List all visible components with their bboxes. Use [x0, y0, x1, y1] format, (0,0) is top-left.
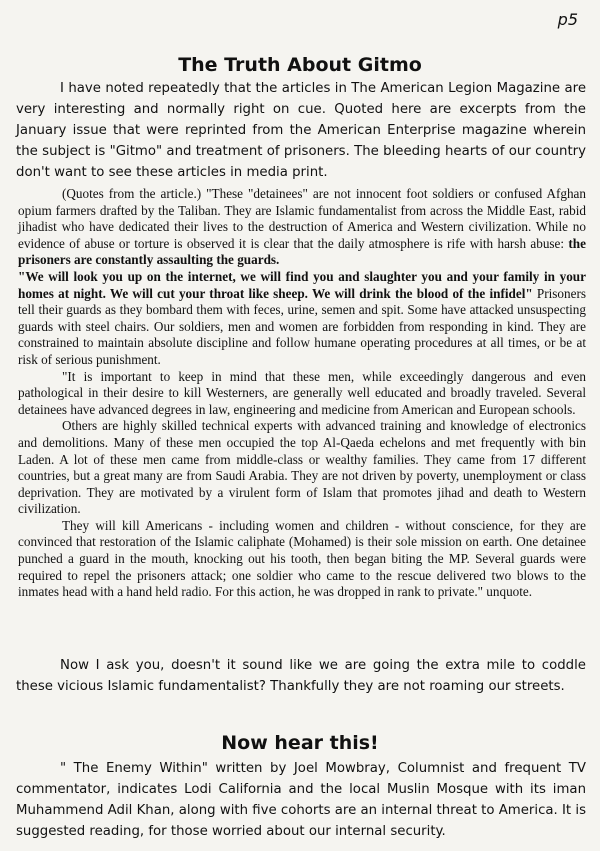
- quote-text: (Quotes from the article.) "These "detainees" are not innocent foot soldiers or confused Afghan opium farmers drafted by the Taliban. They are Islamic fundamentalist from across the Middle East, rabid jihadist who have dedicated their lives to the destruction of America and Western civilization. While no evidence of abuse or torture is observed it is clear that the daily atmosphere is rife with harsh abuse:: [18, 186, 586, 251]
- quote-paragraph-2: [18, 269, 586, 369]
- quote-bold-text: the prisoners are constantly assaulting the guards.: [18, 235, 586, 268]
- quote-paragraph-1: [18, 186, 586, 269]
- quote-text: Prisoners tell their guards as they bombard them with feces, urine, semen and spit. Some have attacked unsuspecting guards with steel chairs. Our soldiers, men and women are forbidden from responding in kind. They are constrained to maintain absolute discipline and follow humane operating procedures at all times, or be at risk of serious punishment.: [18, 285, 586, 367]
- section-title: Now hear this!: [221, 732, 379, 754]
- quote-bold-text: "We will look you up on the internet, we will find you and slaughter you and your family in your homes at night. We will cut your throat like sheep. We will drink the blood of the infidel": [18, 268, 586, 301]
- article-title: The Truth About Gitmo: [178, 54, 422, 76]
- quote-paragraph-5: They will kill Americans - including women and children - without conscience, for they are convinced that restoration of the Islamic caliphate (Mohamed) is their sole mission on earth. One detainee punched a guard in the mouth, knocking out his tooth, then began biting the MP. Several guards were required to repel the prisoners attack; one soldier who came to the rescue delivered two blows to the inmates head with a hand held radio. For this action, he was dropped in rank to private." unquote.: [18, 517, 586, 600]
- intro-paragraph: I have noted repeatedly that the articles in The American Legion Magazine are very interesting and normally right on cue. Quoted here are excerpts from the January issue that were reprinted from the American Enterprise magazine wherein the subject is "Gitmo" and treatment of prisoners. The bleeding hearts of our country don't want to see these articles in media print.: [16, 81, 586, 180]
- quote-paragraph-4: Others are highly skilled technical experts with advanced training and knowledge of electronics and demolitions. Many of these men occupied the top Al-Qaeda echelons and met frequently with bin Laden. A lot of these men came from middle-class or wealthy families. They came from 17 different countries, but a great many are from Saudi Arabia. They are not driven by poverty, unemployment or class deprivation. They are motivated by a virulent form of Islam that promotes jihad and death to Western civilization.: [18, 418, 586, 517]
- quoted-excerpts: [18, 186, 586, 601]
- enemy-within-paragraph: " The Enemy Within" written by Joel Mowbray, Columnist and frequent TV commentator, indicates Lodi California and the local Muslin Mosque with its iman Muhammend Adil Khan, along with five cohorts are an internal threat to America. It is suggested reading, for those worried about our internal security.: [16, 761, 586, 839]
- page-number: p5: [557, 10, 578, 29]
- closing-paragraph: Now I ask you, doesn't it sound like we are going the extra mile to coddle these vicious Islamic fundamentalist? Thankfully they are not roaming our streets.: [16, 658, 586, 694]
- quote-paragraph-3: "It is important to keep in mind that these men, while exceedingly dangerous and even pathological in their desire to kill Westerners, are generally well educated and broadly traveled. Several detainees have advanced degrees in law, engineering and medicine from American and European schools.: [18, 368, 586, 417]
